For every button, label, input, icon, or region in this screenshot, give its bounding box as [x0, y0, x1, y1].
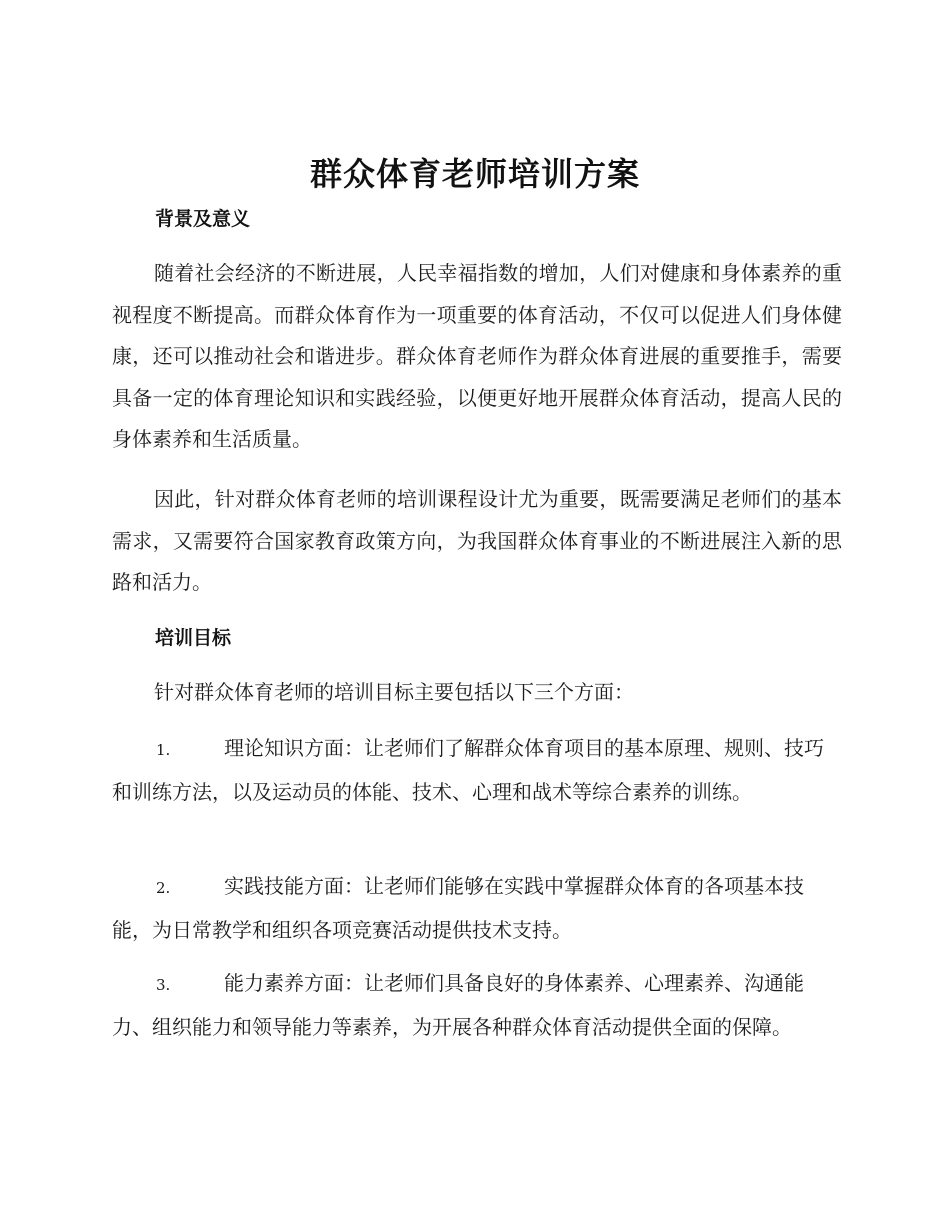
list-item-theory [112, 728, 842, 813]
paragraph-background-2: 因此，针对群众体育老师的培训课程设计尤为重要，既需要满足老师们的基本需求，又需要符合国家教育政策方向，为我国群众体育事业的不断进展注入新的思路和活力。 [112, 487, 842, 594]
document-title: 群众体育老师培训方案 [309, 155, 640, 193]
list-item-text: 能力素养方面：让老师们具备良好的身体素养、心理素养、沟通能力、组织能力和领导能力等素养，为开展各种群众体育活动提供全面的保障。 [112, 971, 804, 1039]
list-item-number: 2. [156, 879, 171, 897]
paragraph-goals-intro: 针对群众体育老师的培训目标主要包括以下三个方面： [154, 680, 634, 704]
section-heading-goals: 培训目标 [155, 627, 232, 649]
list-item-text: 实践技能方面：让老师们能够在实践中掌握群众体育的各项基本技能，为日常教学和组织各项竞赛活动提供技术支持。 [112, 874, 804, 942]
list-item-practice [112, 866, 842, 951]
list-item-ability [112, 963, 842, 1048]
paragraph-background-1: 随着社会经济的不断进展，人民幸福指数的增加，人们对健康和身体素养的重视程度不断提高。而群众体育作为一项重要的体育活动，不仅可以促进人们身体健康，还可以推动社会和谐进步。群众体育老师作为群众体育进展的重要推手，需要具备一定的体育理论知识和实践经验，以便更好地开展群众体育活动，提高人民的身体素养和生活质量。 [112, 261, 842, 451]
section-heading-background: 背景及意义 [155, 208, 251, 230]
list-item-number: 3. [156, 976, 171, 994]
list-item-text: 理论知识方面：让老师们了解群众体育项目的基本原理、规则、技巧和训练方法，以及运动员的体能、技术、心理和战术等综合素养的训练。 [112, 736, 824, 804]
list-item-number: 1. [156, 741, 171, 759]
